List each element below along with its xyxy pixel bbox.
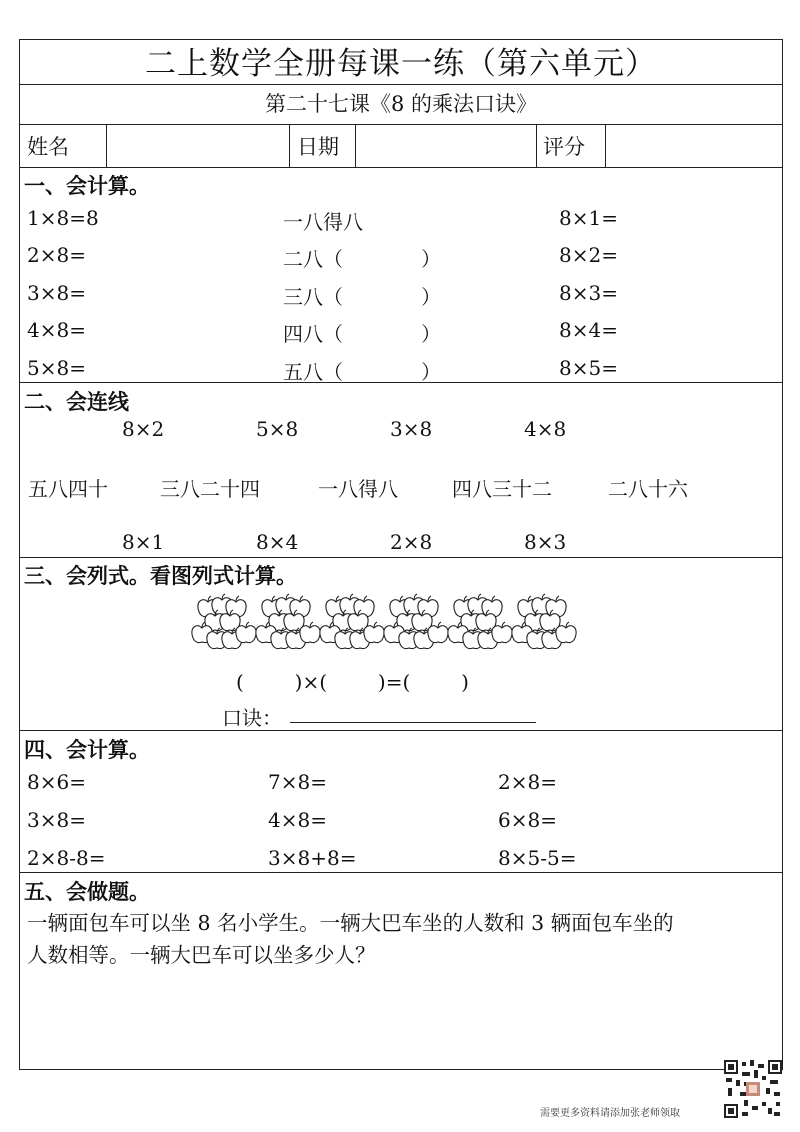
lesson-subtitle: 第二十七课《8 的乘法口诀》 [264, 92, 538, 116]
apple-groups-illustration [190, 586, 590, 658]
calc-item: 7×8= [268, 770, 327, 794]
divider [106, 124, 107, 167]
match-expression[interactable]: 3×8 [390, 417, 433, 441]
calc-item: 8×5= [559, 356, 618, 380]
divider [19, 124, 783, 125]
calc-item: 1×8=8 [27, 206, 99, 230]
calc-item: 6×8= [498, 808, 557, 832]
match-expression[interactable]: 8×3 [524, 530, 567, 554]
match-expression[interactable]: 2×8 [390, 530, 433, 554]
apple-group-icon [320, 594, 384, 649]
calc-item: 8×4= [559, 318, 618, 342]
calc-item: 2×8= [498, 770, 557, 794]
apple-group-icon [448, 594, 512, 649]
calc-item: 8×1= [559, 206, 618, 230]
match-koujue[interactable]: 四八三十二 [452, 477, 552, 501]
koujue-item: 二八（ ） [283, 247, 441, 271]
apple-group-icon [192, 594, 256, 649]
koujue-item: 五八（ ） [283, 360, 441, 384]
date-label: 日期 [297, 135, 339, 159]
match-expression[interactable]: 8×1 [122, 530, 165, 554]
calc-item: 2×8-8= [27, 846, 106, 870]
apple-group-icon [512, 594, 576, 649]
match-koujue[interactable]: 三八二十四 [160, 477, 260, 501]
footer-note: 需要更多资料请添加张老师领取 [540, 1108, 680, 1119]
koujue-label: 口诀： [222, 706, 282, 730]
divider [19, 872, 783, 873]
divider [19, 167, 783, 168]
match-expression[interactable]: 8×4 [256, 530, 299, 554]
divider [19, 84, 783, 85]
score-label: 评分 [543, 135, 585, 159]
section3-heading: 三、会列式。看图列式计算。 [24, 563, 297, 588]
calc-item: 3×8= [27, 808, 86, 832]
section2-heading: 二、会连线 [24, 389, 129, 414]
koujue-item: 四八（ ） [283, 322, 441, 346]
word-problem-line: 人数相等。一辆大巴车可以坐多少人？ [27, 943, 376, 967]
calc-item: 2×8= [27, 243, 86, 267]
date-field[interactable] [357, 126, 535, 166]
calc-item: 5×8= [27, 356, 86, 380]
name-field[interactable] [108, 126, 288, 166]
word-problem-line: 一辆面包车可以坐 8 名小学生。一辆大巴车坐的人数和 3 辆面包车坐的 [27, 911, 674, 935]
name-label: 姓名 [27, 135, 69, 159]
match-expression[interactable]: 8×2 [122, 417, 165, 441]
section5-heading: 五、会做题。 [24, 879, 150, 904]
calc-item: 8×2= [559, 243, 618, 267]
match-expression[interactable]: 4×8 [524, 417, 567, 441]
calc-item: 8×6= [27, 770, 86, 794]
page-title: 二上数学全册每课一练（第六单元） [145, 46, 657, 82]
calc-item: 4×8= [27, 318, 86, 342]
calc-item: 4×8= [268, 808, 327, 832]
answer-area[interactable] [24, 970, 774, 1066]
calc-item: 3×8= [27, 281, 86, 305]
apple-group-icon [384, 594, 448, 649]
match-koujue[interactable]: 五八四十 [28, 477, 108, 501]
koujue-item: 三八（ ） [283, 285, 441, 309]
match-koujue[interactable]: 二八十六 [608, 477, 688, 501]
divider [536, 124, 537, 167]
divider [289, 124, 290, 167]
koujue-answer-line[interactable] [290, 722, 536, 723]
score-field[interactable] [607, 126, 782, 166]
formula-blanks[interactable]: ( )×( )=( ) [236, 670, 469, 694]
koujue-item: 一八得八 [283, 210, 363, 234]
divider [19, 557, 783, 558]
qr-code-icon [724, 1060, 782, 1118]
calc-item: 8×3= [559, 281, 618, 305]
match-koujue[interactable]: 一八得八 [318, 477, 398, 501]
divider [19, 730, 783, 731]
calc-item: 3×8+8= [268, 846, 357, 870]
calc-item: 8×5-5= [498, 846, 577, 870]
section1-heading: 一、会计算。 [24, 173, 150, 198]
section4-heading: 四、会计算。 [24, 737, 150, 762]
match-expression[interactable]: 5×8 [256, 417, 299, 441]
divider [355, 124, 356, 167]
divider [605, 124, 606, 167]
apple-group-icon [256, 594, 320, 649]
